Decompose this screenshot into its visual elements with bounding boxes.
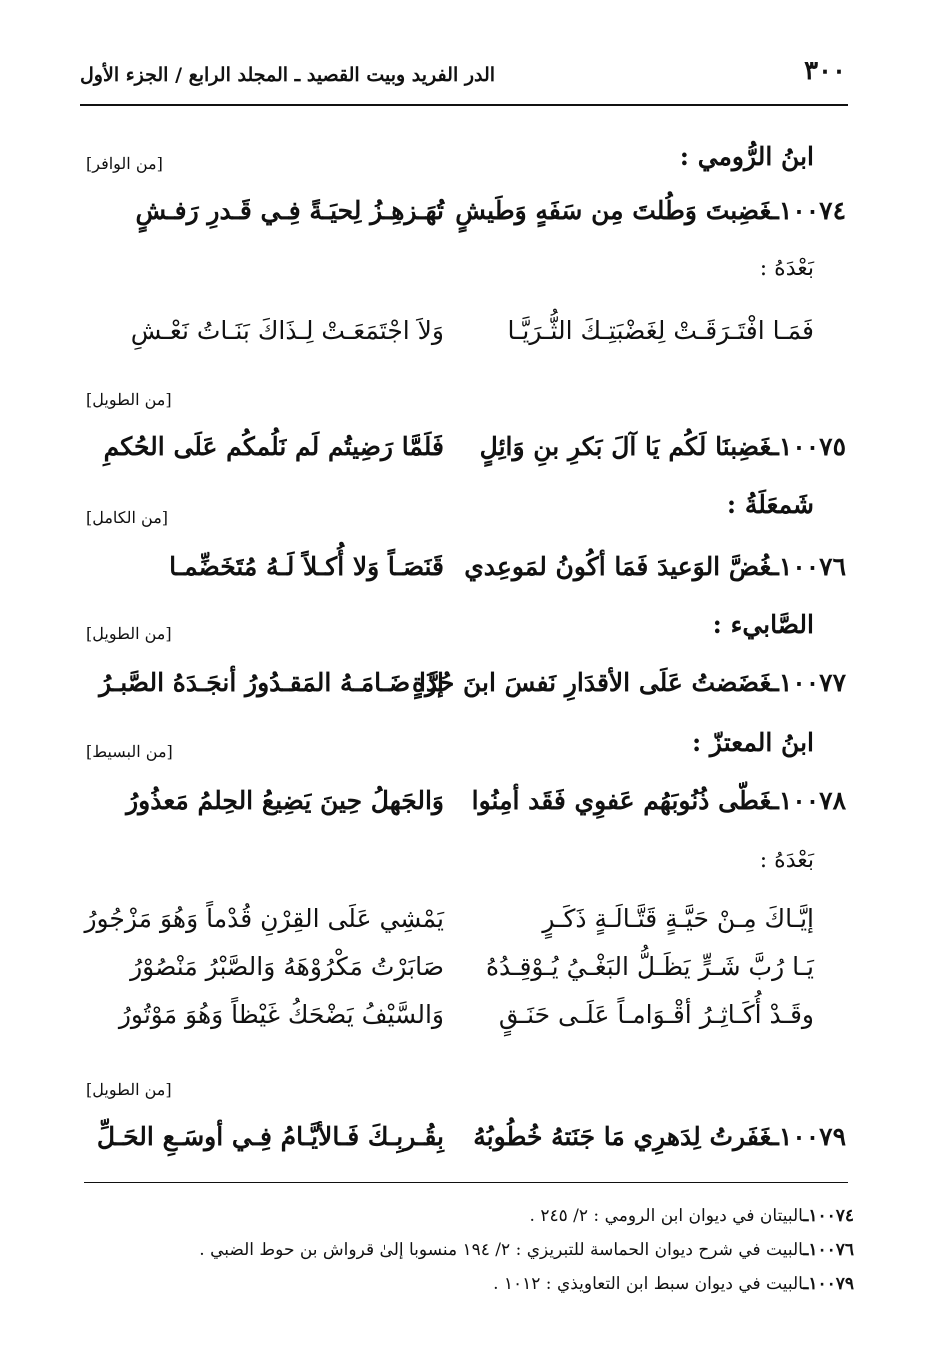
page-number: ٣٠٠ [804,56,846,86]
footnote-text: البيت في ديوان سبط ابن التعاويذي : ١٠١٢ . [493,1274,804,1294]
footnote [530,1206,854,1226]
follow-label: بَعْدَهُ : [759,256,814,281]
verse-second-hemistich: وَالسَّيْفُ يَضْحَكُ غَيْظاً وَهُوَ مَوْتُورُ [118,1000,444,1029]
verse-second-hemistich: تُهَـزهِـزُ لِحيَـةً فِـي قَـدرِ رَفـشٍ [135,196,444,225]
verse-second-hemistich: وَلاَ اجْتَمَعَـتْ لِـذَاكَ بَنَـاتُ نَعْـشِ [130,316,444,345]
verse-second-hemistich: صَابَرْتُ مَكْرُوْهَهُ وَالصَّبْرُ مَنْصُوْرُ [130,952,444,981]
verse-second-hemistich: إذَا ضَـامَـهُ المَقـدُورُ أنجَـدَهُ الصَّبـرُ [99,668,444,697]
meter-label: [من الطويل] [86,1080,172,1099]
footnote-rule [84,1182,848,1183]
poet-name: ابنُ المعتزّ : [692,728,814,757]
poet-name: الصَّابيء : [712,610,814,639]
verse-number: ١٠٠٧٦ـ [771,552,846,581]
footnote-number: ١٠٠٧٦ـ [803,1240,854,1260]
meter-label: [من الطويل] [86,624,172,643]
footnote-text: البيت في شرح ديوان الحماسة للتبريزي : ٢/ ١٩٤ منسوبا إلىٰ قرواش بن حوط الضبي . [199,1240,804,1260]
verse-second-hemistich: يَمْشِي عَلَى القِرْنِ قُدْماً وَهُوَ مَزْجُورُ [84,904,444,933]
footnote-text: البيتان في ديوان ابن الرومي : ٢/ ٢٤٥ . [529,1206,804,1226]
verse-second-hemistich: فَلَمَّا رَضِيتُم لَم نَلُمكُم عَلَى الحُكمِ [103,432,444,461]
verse-number: ١٠٠٧٤ـ [771,196,846,225]
hemistich-text: غَفَرتُ لِدَهرِي مَا جَنَتهُ خُطُوبُهُ [473,1122,772,1151]
hemistich-text: غَطّى ذُنُوبَهُم عَفوِي فَقَد أمِنُوا [471,786,772,815]
verse-first-hemistich [455,196,846,225]
follow-label: بَعْدَهُ : [759,848,814,873]
footnote [493,1274,854,1294]
verse-first-hemistich: فَمَـا افْتَـرَقَـتْ لِغَضْبَتِـكَ الثُّـرَيَّـا [507,316,814,345]
verse-second-hemistich: قَنَصَـاً وَلا أُكـلاً لَـهُ مُتَخَضِّمـا [169,552,444,581]
meter-label: [من الطويل] [86,390,172,409]
verse-first-hemistich [464,552,846,581]
meter-label: [من الوافر] [86,154,163,173]
verse-first-hemistich: يَـا رُبَّ شَـرٍّ يَظَـلُّ البَغْـيُ يُـوْقِـدُهُ [485,952,814,981]
hemistich-text: غَضِبنَا لَكُم يَا آلَ بَكرِ بنِ وَائِلٍ [479,432,772,461]
verse-number: ١٠٠٧٨ـ [771,786,846,815]
verse-second-hemistich: بِقُـربِـكَ فَـالأيَّـامُ فِـي أوسَـعِ الحَـلِّ [96,1122,444,1151]
hemistich-text: غَضَضتُ عَلَى الأقدَارِ نَفسَ ابنَ حُرَّةٍ [411,668,772,697]
footnote [199,1240,854,1260]
running-title: الدر الفريد وبيت القصيد ـ المجلد الرابع / الجزء الأول [80,64,496,86]
hemistich-text: غَضِبتَ وَطُلتَ مِن سَفَهٍ وَطَيشٍ [455,196,772,225]
verse-first-hemistich [473,1122,846,1151]
verse-first-hemistich: وقَـدْ أُكَـاثِـرُ أقْـوَامـاً عَلَـى حَنَـقٍ [498,1000,814,1029]
verse-first-hemistich [411,668,846,697]
meter-label: [من الكامل] [86,508,169,527]
verse-number: ١٠٠٧٩ـ [771,1122,846,1151]
poet-name: ابنُ الرُّومي : [679,142,814,171]
meter-label: [من البسيط] [86,742,173,761]
verse-first-hemistich [479,432,846,461]
verse-number: ١٠٠٧٧ـ [771,668,846,697]
footnote-number: ١٠٠٧٤ـ [803,1206,854,1226]
poet-name: شَمعَلَةُ : [726,490,814,519]
verse-first-hemistich [471,786,846,815]
header-rule [80,104,848,106]
hemistich-text: غُضَّ الوَعيدَ فَمَا أكُونُ لمَوعِدي [464,552,772,581]
footnote-number: ١٠٠٧٩ـ [803,1274,854,1294]
verse-second-hemistich: وَالجَهلُ حِينَ يَضِيعُ الحِلمُ مَعذُورُ [126,786,444,815]
verse-first-hemistich: إيَّـاكَ مِـنْ حَيَّـةٍ قَتَّـالَـةٍ ذَكَـرٍ [542,904,814,933]
verse-number: ١٠٠٧٥ـ [771,432,846,461]
